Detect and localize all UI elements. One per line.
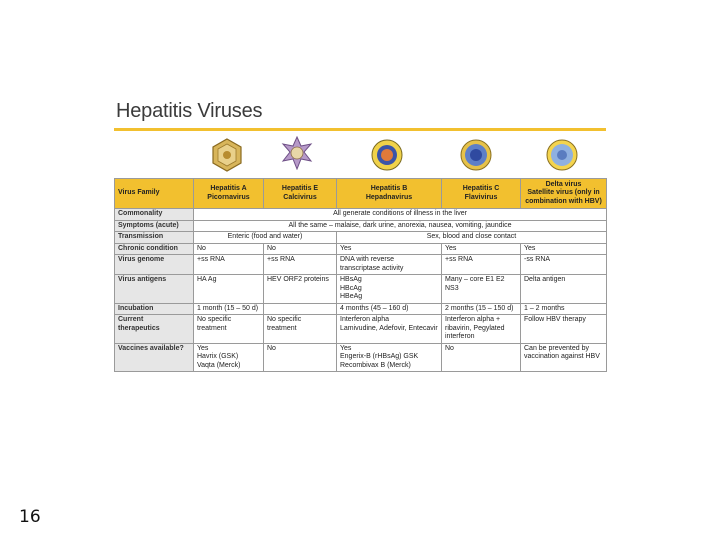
hepatitis-b-virion-icon: [370, 138, 404, 172]
table-cell: No: [264, 343, 337, 372]
table-cell: -ss RNA: [521, 255, 607, 275]
table-cell: Yes: [337, 243, 442, 255]
table-cell: +ss RNA: [194, 255, 264, 275]
row-label: Commonality: [115, 209, 194, 221]
column-header: Hepatitis B Hepadnavirus: [337, 179, 442, 209]
hepatitis-a-virion-icon: [210, 138, 244, 172]
table-cell: +ss RNA: [264, 255, 337, 275]
table-cell: Follow HBV therapy: [521, 315, 607, 344]
row-label: Symptoms (acute): [115, 220, 194, 232]
table-cell: Interferon alpha + ribavirin, Pegylated interferon: [442, 315, 521, 344]
table-cell: [264, 303, 337, 315]
row-label: Current therapeutics: [115, 315, 194, 344]
table-cell: Can be prevented by vaccination against HBV: [521, 343, 607, 372]
table-cell: No specific treatment: [264, 315, 337, 344]
table-cell: 2 months (15 – 150 d): [442, 303, 521, 315]
row-label: Incubation: [115, 303, 194, 315]
hepatitis-e-virion-icon: [280, 136, 314, 170]
table-row: [115, 315, 607, 344]
title-underline: [114, 128, 606, 131]
table-cell: Many – core E1 E2 NS3: [442, 275, 521, 304]
table-cell: No specific treatment: [194, 315, 264, 344]
table-cell: 4 months (45 – 160 d): [337, 303, 442, 315]
table-cell: HBsAg HBcAg HBeAg: [337, 275, 442, 304]
table-row: [115, 243, 607, 255]
column-header: Hepatitis E Calcivirus: [264, 179, 337, 209]
table-row: [115, 255, 607, 275]
table-cell: Yes: [442, 243, 521, 255]
row-label: Virus antigens: [115, 275, 194, 304]
delta-virion-icon: [545, 138, 579, 172]
table-cell: 1 – 2 months: [521, 303, 607, 315]
table-cell: All generate conditions of illness in the liver: [194, 209, 607, 221]
hepatitis-c-virion-icon: [459, 138, 493, 172]
table-row: [115, 275, 607, 304]
column-header: Hepatitis A Picornavirus: [194, 179, 264, 209]
table-cell: No: [264, 243, 337, 255]
row-label: Vaccines available?: [115, 343, 194, 372]
table-cell: No: [442, 343, 521, 372]
table-row: [115, 303, 607, 315]
table-row: [115, 209, 607, 221]
column-header: Delta virus Satellite virus (only in combination with HBV): [521, 179, 607, 209]
table-cell: All the same – malaise, dark urine, anorexia, nausea, vomiting, jaundice: [194, 220, 607, 232]
table-cell: No: [194, 243, 264, 255]
table-cell: Interferon alpha Lamivudine, Adefovir, Entecavir: [337, 315, 442, 344]
table-cell: Yes: [521, 243, 607, 255]
column-header: Virus Family: [115, 179, 194, 209]
table-row: [115, 343, 607, 372]
table-row: [115, 220, 607, 232]
table-cell: HEV ORF2 proteins: [264, 275, 337, 304]
slide-title: Hepatitis Viruses: [116, 100, 263, 122]
row-label: Transmission: [115, 232, 194, 244]
table-cell: HA Ag: [194, 275, 264, 304]
table-cell: Sex, blood and close contact: [337, 232, 607, 244]
hepatitis-comparison-table: [114, 178, 607, 372]
row-label: Virus genome: [115, 255, 194, 275]
table-cell: Delta antigen: [521, 275, 607, 304]
table-row: [115, 232, 607, 244]
table-header-row: [115, 179, 607, 209]
table-cell: Yes Havrix (GSK) Vaqta (Merck): [194, 343, 264, 372]
table-cell: +ss RNA: [442, 255, 521, 275]
page-number: 16: [19, 507, 41, 527]
table-cell: Yes Engerix-B (rHBsAg) GSK Recombivax B (Merck): [337, 343, 442, 372]
column-header: Hepatitis C Flavivirus: [442, 179, 521, 209]
table-cell: 1 month (15 – 50 d): [194, 303, 264, 315]
row-label: Chronic condition: [115, 243, 194, 255]
table-cell: Enteric (food and water): [194, 232, 337, 244]
table-cell: DNA with reverse transcriptase activity: [337, 255, 442, 275]
